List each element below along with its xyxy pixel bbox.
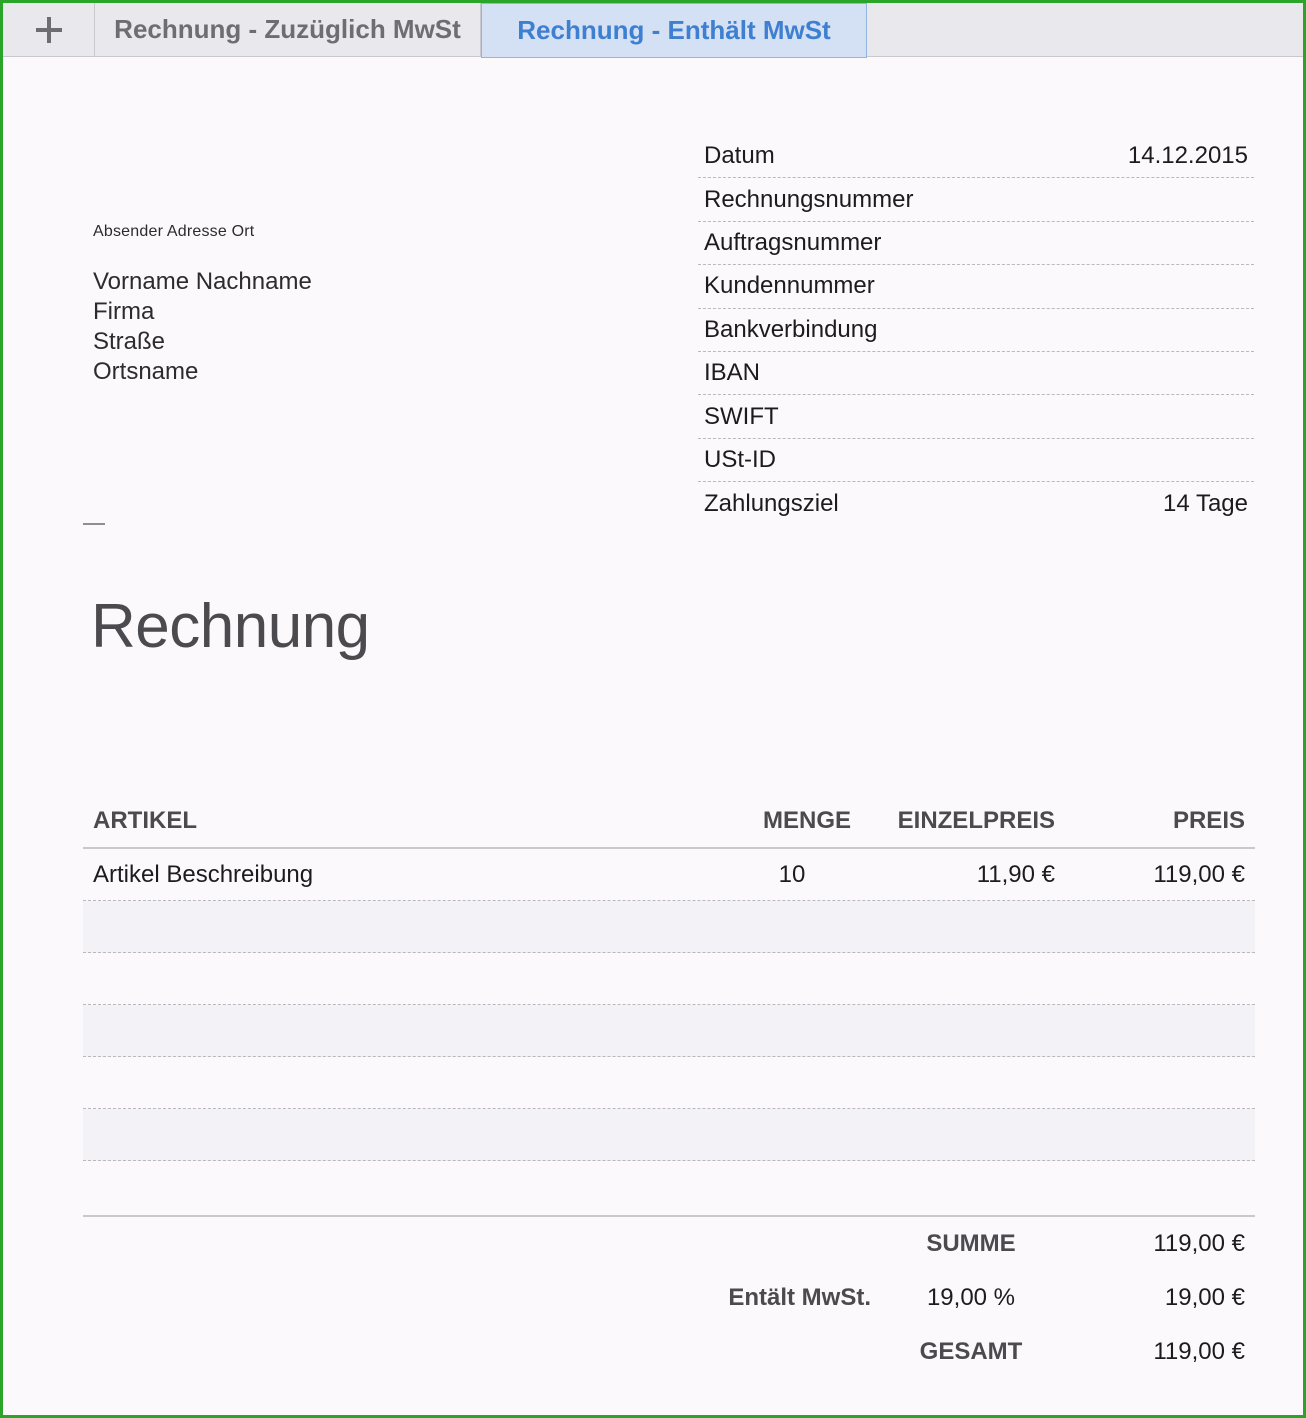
header-price: PREIS bbox=[1172, 807, 1245, 834]
vat-value: 19,00 € bbox=[1164, 1284, 1245, 1311]
cell-article[interactable]: Artikel Beschreibung bbox=[93, 860, 314, 888]
tab-label: Rechnung - Zuzüglich MwSt bbox=[114, 14, 461, 44]
table-row[interactable] bbox=[83, 1005, 1255, 1057]
totals-row-total[interactable] bbox=[83, 1325, 1255, 1379]
recipient-name: Vorname Nachname bbox=[93, 268, 312, 295]
tab-bar bbox=[3, 3, 1303, 57]
tab-rechnung-zuzueglich-mwst[interactable] bbox=[95, 3, 481, 56]
info-row-datum[interactable] bbox=[698, 135, 1254, 178]
header-article: ARTIKEL bbox=[93, 807, 197, 834]
add-tab-button[interactable] bbox=[3, 3, 95, 56]
items-table bbox=[83, 795, 1255, 1161]
info-label: Auftragsnummer bbox=[704, 228, 882, 256]
info-label: Zahlungsziel bbox=[704, 489, 839, 517]
vat-label: Entält MwSt. bbox=[728, 1284, 871, 1311]
table-row[interactable] bbox=[83, 849, 1255, 901]
header-quantity: MENGE bbox=[762, 807, 851, 834]
tab-label: Rechnung - Enthält MwSt bbox=[517, 15, 831, 45]
sum-value: 119,00 € bbox=[1153, 1230, 1245, 1257]
info-row-iban[interactable] bbox=[698, 352, 1254, 395]
header-unit-price: EINZELPREIS bbox=[897, 807, 1055, 834]
info-label: Kundennummer bbox=[704, 272, 875, 300]
vat-rate: 19,00 % bbox=[926, 1284, 1016, 1311]
info-label: Bankverbindung bbox=[704, 315, 878, 343]
total-label: GESAMT bbox=[919, 1338, 1023, 1365]
recipient-city: Ortsname bbox=[93, 358, 199, 385]
info-row-zahlungsziel[interactable] bbox=[698, 482, 1254, 525]
totals-table bbox=[83, 1215, 1255, 1379]
total-value: 119,00 € bbox=[1153, 1338, 1245, 1365]
info-row-kundennummer[interactable] bbox=[698, 265, 1254, 308]
table-row[interactable] bbox=[83, 1057, 1255, 1109]
recipient-street: Straße bbox=[93, 328, 166, 355]
info-label: Datum bbox=[704, 142, 775, 170]
tab-rechnung-enthaelt-mwst[interactable] bbox=[481, 3, 867, 58]
plus-icon bbox=[33, 14, 65, 46]
sum-label: SUMME bbox=[926, 1230, 1016, 1257]
info-row-rechnungsnummer[interactable] bbox=[698, 178, 1254, 221]
sender-address-line[interactable]: Absender Adresse Ort bbox=[93, 223, 255, 240]
info-row-bankverbindung[interactable] bbox=[698, 309, 1254, 352]
document-title[interactable]: Rechnung bbox=[91, 592, 370, 661]
info-label: USt-ID bbox=[704, 445, 776, 473]
cell-price[interactable]: 119,00 € bbox=[1153, 860, 1245, 888]
info-label: Rechnungsnummer bbox=[704, 185, 914, 213]
table-row[interactable] bbox=[83, 1109, 1255, 1161]
totals-row-sum[interactable] bbox=[83, 1217, 1255, 1271]
totals-row-vat[interactable] bbox=[83, 1271, 1255, 1325]
cell-unit-price[interactable]: 11,90 € bbox=[976, 860, 1055, 888]
items-table-header bbox=[83, 795, 1255, 849]
cell-quantity-value: 10 bbox=[778, 860, 806, 888]
recipient-address[interactable] bbox=[93, 267, 312, 387]
fold-mark bbox=[83, 523, 105, 525]
table-row[interactable] bbox=[83, 953, 1255, 1005]
info-label: SWIFT bbox=[704, 402, 779, 430]
invoice-info-table bbox=[698, 135, 1254, 526]
recipient-company: Firma bbox=[93, 298, 155, 325]
info-row-swift[interactable] bbox=[698, 395, 1254, 438]
info-row-auftragsnummer[interactable] bbox=[698, 222, 1254, 265]
table-row[interactable] bbox=[83, 901, 1255, 953]
info-value: 14.12.2015 bbox=[1127, 142, 1248, 170]
cell-quantity[interactable] bbox=[723, 861, 891, 889]
info-row-ust-id[interactable] bbox=[698, 439, 1254, 482]
info-label: IBAN bbox=[704, 359, 761, 387]
info-value: 14 Tage bbox=[1163, 489, 1248, 517]
